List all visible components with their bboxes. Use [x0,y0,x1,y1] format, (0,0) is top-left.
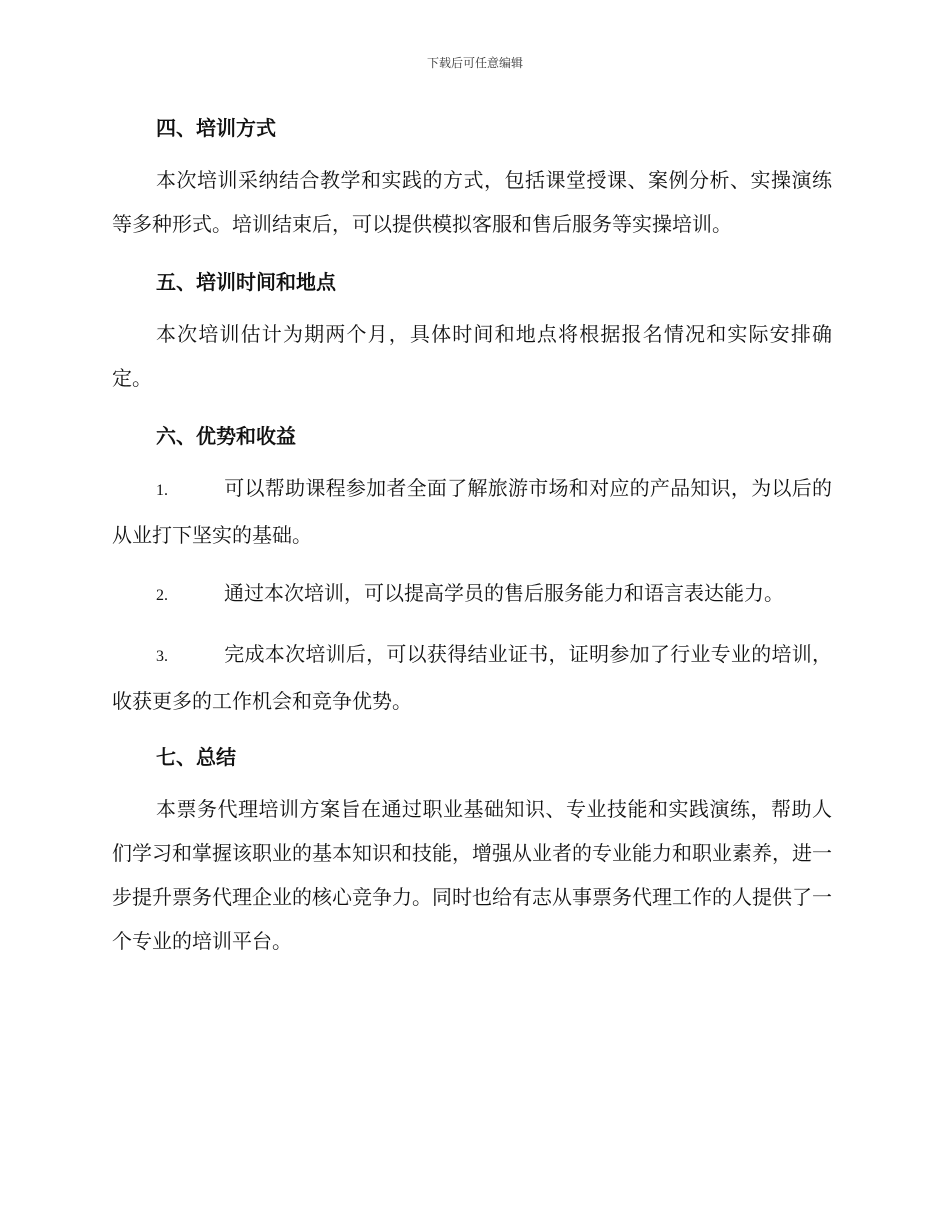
section-4-body: 本次培训采纳结合教学和实践的方式，包括课堂授课、案例分析、实操演练等多种形式。培训结束后，可以提供模拟客服和售后服务等实操培训。 [112,168,832,236]
benefit-item-1-text: 可以帮助课程参加者全面了解旅游市场和对应的产品知识，为以后的从业打下坚实的基础。 [112,476,832,547]
section-5-body: 本次培训估计为期两个月，具体时间和地点将根据报名情况和实际安排确定。 [112,322,832,390]
benefit-item-2-text: 通过本次培训，可以提高学员的售后服务能力和语言表达能力。 [224,581,784,605]
benefit-item-1-number: 1. [156,482,168,499]
benefit-item-3-number: 3. [156,648,168,665]
document-content [112,108,832,979]
benefit-item-2-number: 2. [156,587,168,604]
header-note: 下载后可任意编辑 [426,56,523,70]
section-5-heading: 五、培训时间和地点 [156,270,336,294]
benefit-item-2 [112,571,832,618]
benefit-item-3 [112,632,832,723]
section-7-heading: 七、总结 [156,745,236,769]
section-6-heading: 六、优势和收益 [156,424,296,448]
benefit-item-3-text: 完成本次培训后，可以获得结业证书，证明参加了行业专业的培训，收获更多的工作机会和竞争优势。 [112,642,832,713]
benefit-item-1 [112,466,832,557]
section-4-heading: 四、培训方式 [156,116,276,140]
section-7-body: 本票务代理培训方案旨在通过职业基础知识、专业技能和实践演练，帮助人们学习和掌握该职业的基本知识和技能，增强从业者的专业能力和职业素养，进一步提升票务代理企业的核心竞争力。同时也给有志从事票务代理工作的人提供了一个专业的培训平台。 [112,797,832,953]
